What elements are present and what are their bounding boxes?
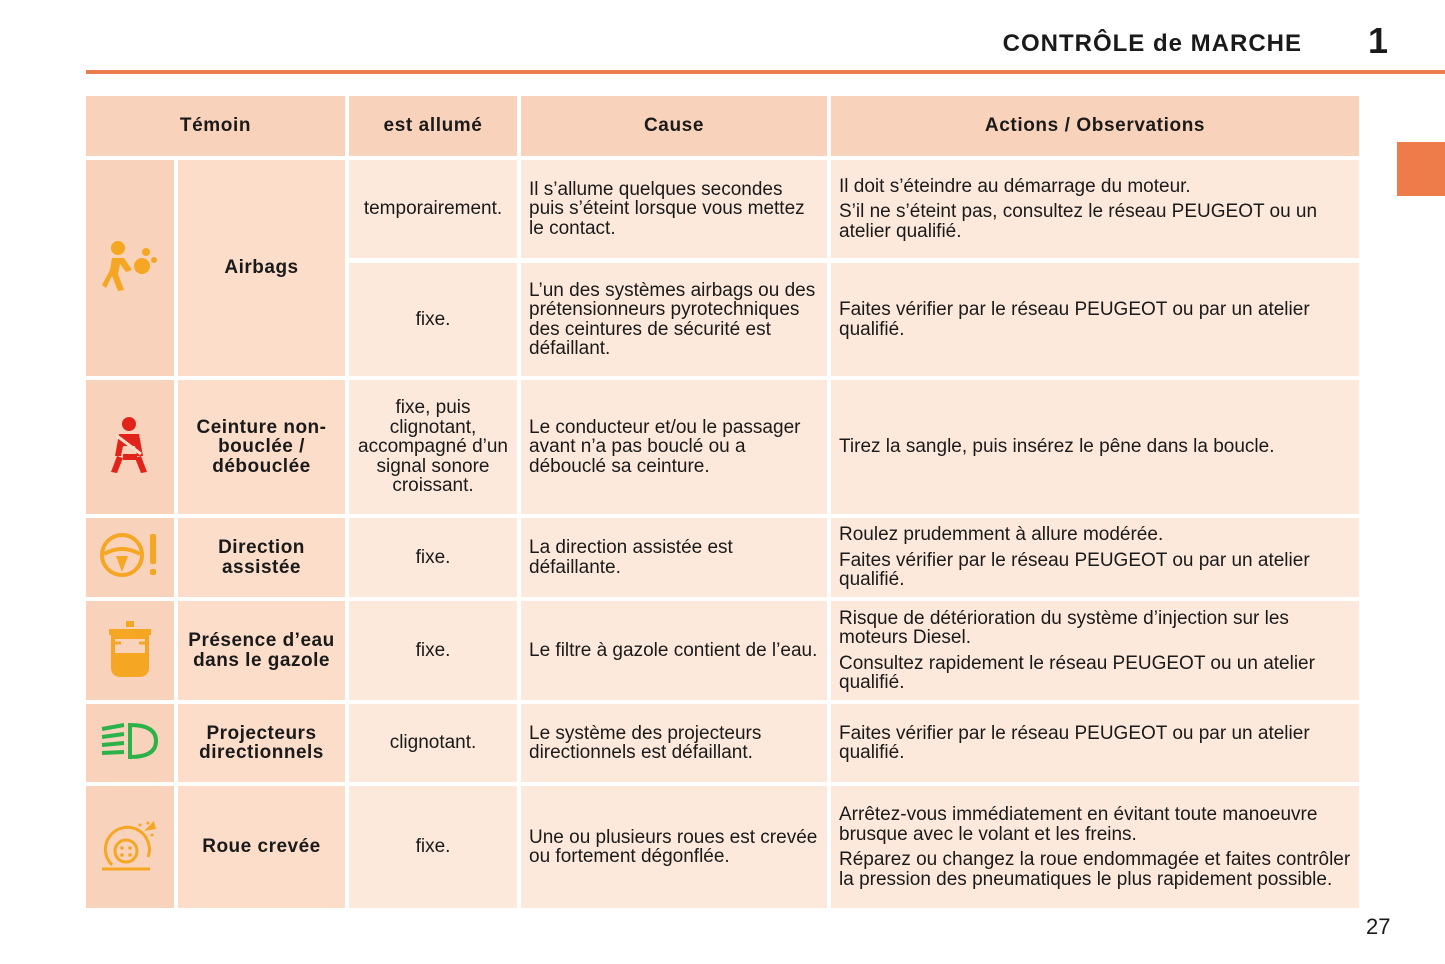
allume-cell: fixe. [349, 518, 517, 597]
page-title: CONTRÔLE de MARCHE [1002, 30, 1302, 57]
actions-cell [831, 786, 1359, 908]
cause-cell: L’un des systèmes airbags ou des prétensionneurs pyrotechniques des ceintures de sécurité est défaillant. [521, 263, 827, 376]
directional-headlamp-icon [100, 721, 160, 766]
header-rule [86, 70, 1445, 74]
power-steering-icon [98, 530, 162, 585]
seatbelt-icon [107, 416, 153, 479]
cause-cell: La direction assistée est défaillante. [521, 518, 827, 597]
column-header-temoin: Témoin [86, 96, 345, 156]
action-text: Faites vérifier par le réseau PEUGEOT ou par un atelier qualifié. [839, 549, 1310, 591]
airbag-icon [102, 238, 158, 299]
column-header-actions: Actions / Observations [831, 96, 1359, 156]
icon-cell [86, 786, 174, 908]
chapter-tab [1397, 142, 1445, 196]
allume-cell: fixe. [349, 263, 517, 376]
actions-cell [831, 518, 1359, 597]
flat-tyre-icon [100, 817, 160, 878]
temoin-label: Présence d’eau dans le gazole [178, 601, 345, 700]
allume-cell: fixe, puis clignotant, accompagné d’un signal sonore croissant. [349, 380, 517, 514]
icon-cell [86, 601, 174, 700]
temoin-label: Ceinture non-bouclée / débouclée [178, 380, 345, 514]
allume-cell: fixe. [349, 786, 517, 908]
actions-cell [831, 704, 1359, 782]
action-text: Roulez prudemment à allure modérée. [839, 524, 1164, 546]
allume-cell: temporairement. [349, 160, 517, 258]
action-text: Réparez ou changez la roue endommagée et faites contrôler la pression des pneumatiques le plus rapidement possible. [839, 849, 1351, 890]
action-text: Consultez rapidement le réseau PEUGEOT ou un atelier qualifié. [839, 652, 1315, 693]
action-text: S’il ne s’éteint pas, consultez le réseau PEUGEOT ou un atelier qualifié. [839, 201, 1318, 242]
chapter-number: 1 [1368, 20, 1389, 61]
page-number: 27 [1366, 914, 1391, 939]
allume-cell: fixe. [349, 601, 517, 700]
action-text: Faites vérifier par le réseau PEUGEOT ou par un atelier qualifié. [839, 299, 1310, 340]
actions-cell [831, 601, 1359, 700]
temoin-label: Direction assistée [178, 518, 345, 597]
column-header-est-allume: est allumé [349, 96, 517, 156]
icon-cell [86, 518, 174, 597]
action-text: Il doit s’éteindre au démarrage du moteur. [839, 175, 1191, 197]
cause-cell: Il s’allume quelques secondes puis s’éteint lorsque vous mettez le contact. [521, 160, 827, 258]
cause-cell: Le filtre à gazole contient de l’eau. [521, 601, 827, 700]
cause-cell: Le système des projecteurs directionnels est défaillant. [521, 704, 827, 782]
icon-cell [86, 380, 174, 514]
water-in-diesel-icon [105, 619, 155, 682]
action-text: Tirez la sangle, puis insérez le pêne dans la boucle. [839, 436, 1275, 458]
cause-cell: Une ou plusieurs roues est crevée ou fortement dégonflée. [521, 786, 827, 908]
actions-cell [831, 263, 1359, 376]
temoin-label: Roue crevée [178, 786, 345, 908]
icon-cell [86, 160, 174, 376]
cause-cell: Le conducteur et/ou le passager avant n’a pas bouclé ou a débouclé sa ceinture. [521, 380, 827, 514]
temoin-label: Airbags [178, 160, 345, 376]
temoin-label: Projecteurs directionnels [178, 704, 345, 782]
actions-cell [831, 160, 1359, 258]
allume-cell: clignotant. [349, 704, 517, 782]
action-text: Arrêtez-vous immédiatement en évitant toute manoeuvre brusque avec le volant et les freins. [839, 804, 1318, 845]
column-header-cause: Cause [521, 96, 827, 156]
icon-cell [86, 704, 174, 782]
actions-cell [831, 380, 1359, 514]
action-text: Risque de détérioration du système d’injection sur les moteurs Diesel. [839, 607, 1289, 648]
action-text: Faites vérifier par le réseau PEUGEOT ou par un atelier qualifié. [839, 722, 1310, 763]
